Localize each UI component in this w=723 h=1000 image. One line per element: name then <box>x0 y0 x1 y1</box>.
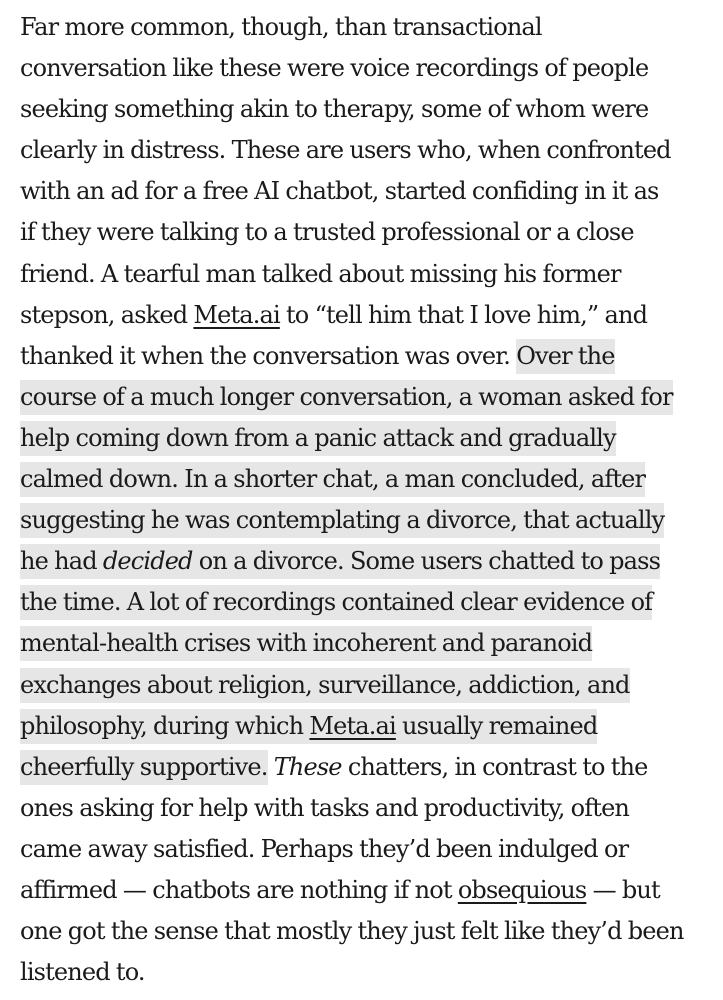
text-line <box>20 171 723 212</box>
line-text: one got the sense that mostly they just felt like they’d been <box>20 917 684 946</box>
highlighted-text: cheerfully supportive. <box>20 750 268 785</box>
text-line <box>20 89 723 130</box>
meta-ai-link[interactable]: Meta.ai <box>309 711 396 740</box>
text-line <box>20 212 723 253</box>
text-line <box>20 788 723 829</box>
highlighted-text: mental-health crises with incoherent and paranoid <box>20 626 592 661</box>
highlighted-text <box>20 709 597 744</box>
highlighted-text: calmed down. In a shorter chat, a man concluded, after <box>20 462 645 497</box>
highlighted-text: the time. A lot of recordings contained clear evidence of <box>20 585 652 620</box>
line-text: friend. A tearful man talked about missing his former <box>20 259 621 288</box>
highlighted-text: suggesting he was contemplating a divorce, that actually <box>20 503 664 538</box>
text-line <box>20 541 723 582</box>
text-line <box>20 295 723 336</box>
line-text: to “tell him that I love him,” and <box>279 300 648 329</box>
line-text: Far more common, though, than transactional <box>20 13 542 41</box>
line-text: stepson, asked <box>20 300 194 329</box>
line-text: affirmed — chatbots are nothing if not <box>20 875 458 904</box>
line-text: conversation like these were voice recordings of people <box>20 54 649 83</box>
article-paragraph <box>20 7 723 993</box>
emphasis-decided: decided <box>102 547 193 576</box>
text-line <box>20 48 723 89</box>
line-text: thanked it when the conversation was over. <box>20 341 517 370</box>
line-text: chatters, in contrast to the <box>341 752 648 781</box>
line-text: clearly in distress. These are users who, when confronted <box>20 136 671 165</box>
line-text: with an ad for a free AI chatbot, started confiding in it as <box>20 177 659 206</box>
highlighted-text: Over the <box>516 339 614 374</box>
text-line <box>20 911 723 952</box>
highlighted-text: exchanges about religion, surveillance, addiction, and <box>20 668 630 703</box>
text-line <box>20 254 723 295</box>
emphasis-these: These <box>273 752 342 781</box>
line-text: seeking something akin to therapy, some of whom were <box>20 95 649 124</box>
text-line <box>20 7 723 48</box>
line-text: ones asking for help with tasks and productivity, often <box>20 793 630 822</box>
text-line <box>20 623 723 664</box>
meta-ai-link[interactable]: Meta.ai <box>193 300 280 329</box>
highlighted-text: help coming down from a panic attack and gradually <box>20 421 616 456</box>
line-text: if they were talking to a trusted professional or a close <box>20 218 634 247</box>
text-line <box>20 747 723 788</box>
line-text: usually remained <box>395 711 598 740</box>
text-line <box>20 459 723 500</box>
text-line <box>20 870 723 911</box>
text-line <box>20 706 723 747</box>
line-text: on a divorce. Some users chatted to pass <box>192 547 661 576</box>
line-text: came away satisfied. Perhaps they’d been indulged or <box>20 834 629 863</box>
text-line <box>20 952 723 993</box>
line-text: philosophy, during which <box>20 711 310 740</box>
highlighted-text <box>20 544 660 579</box>
line-text: — but <box>586 875 660 904</box>
text-line <box>20 829 723 870</box>
text-line <box>20 130 723 171</box>
text-line <box>20 665 723 706</box>
line-text: listened to. <box>20 958 145 987</box>
obsequious-link[interactable]: obsequious <box>457 875 587 904</box>
text-line <box>20 377 723 418</box>
text-line <box>20 418 723 459</box>
highlighted-text: course of a much longer conversation, a woman asked for <box>20 380 673 415</box>
line-text: he had <box>20 547 103 576</box>
text-line <box>20 336 723 377</box>
text-line <box>20 582 723 623</box>
text-line <box>20 500 723 541</box>
